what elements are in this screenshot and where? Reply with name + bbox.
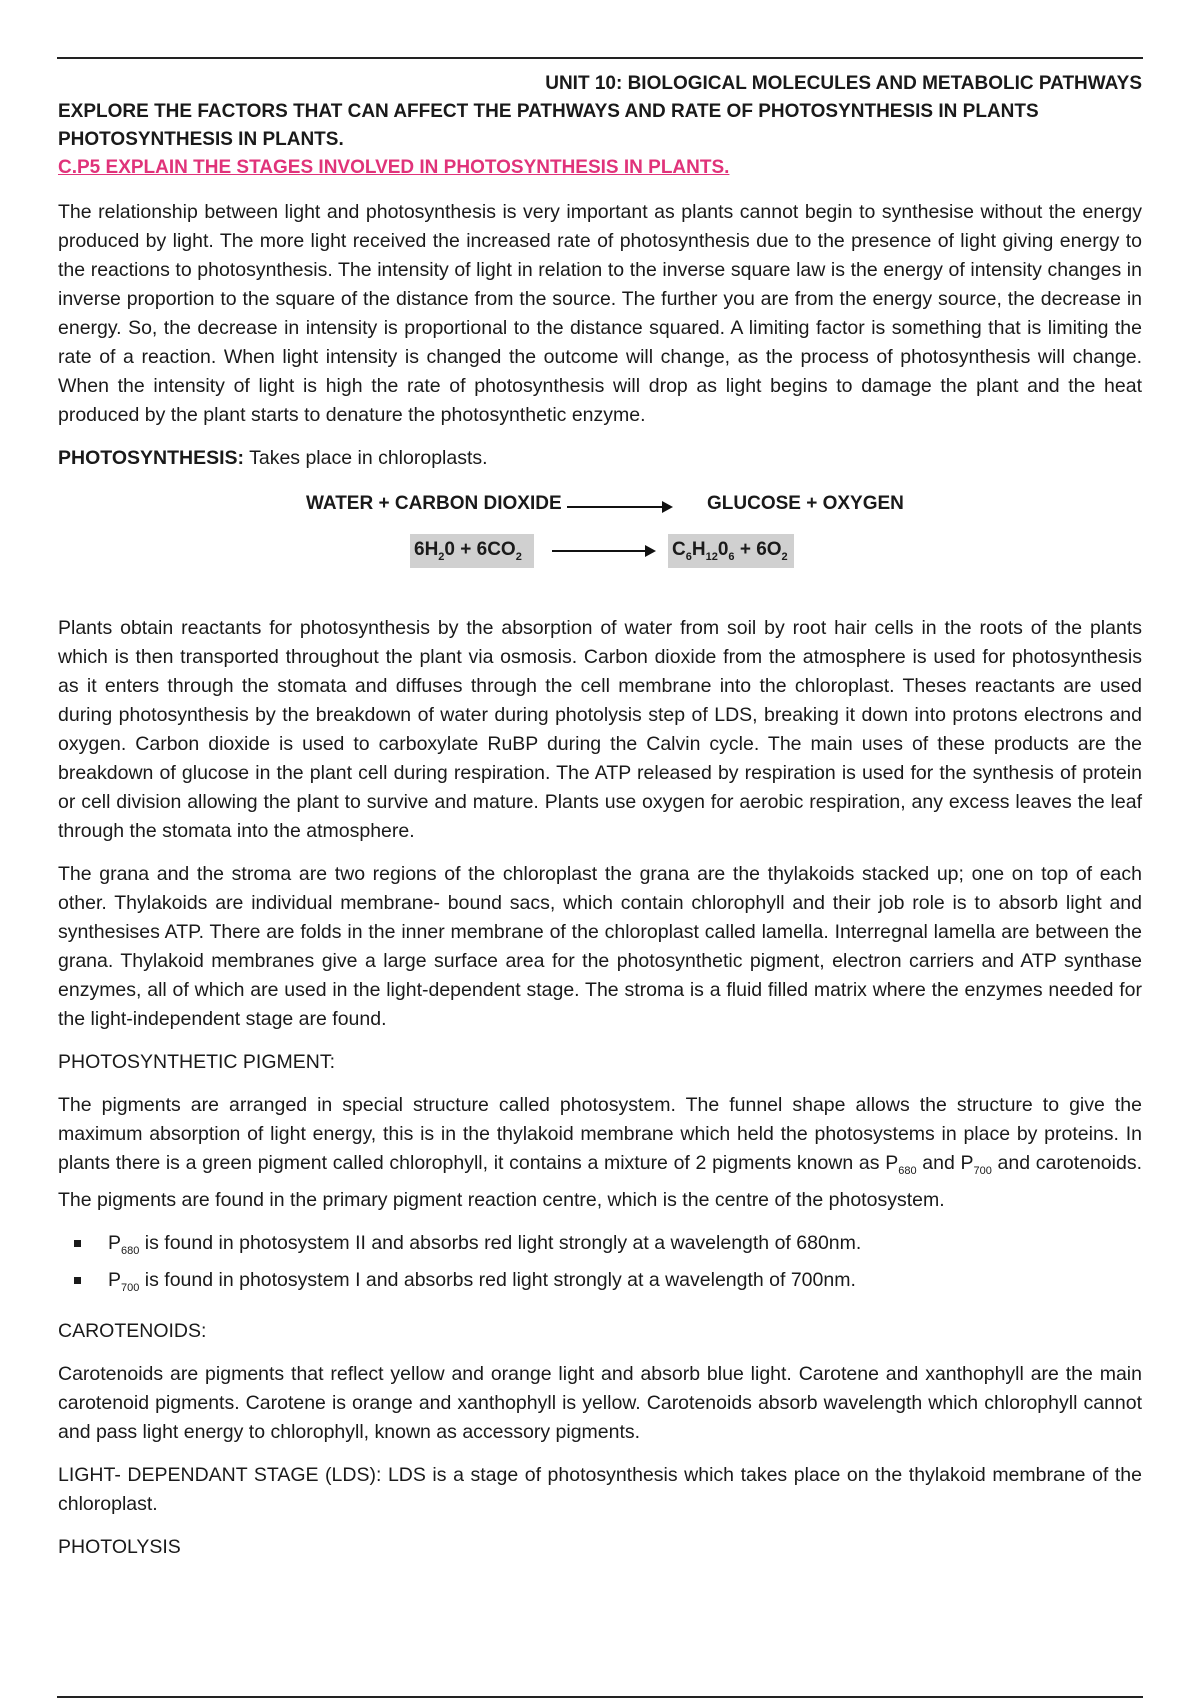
photosynthesis-definition bbox=[58, 444, 1142, 473]
formula-equation bbox=[58, 530, 1142, 576]
word-equation-products: GLUCOSE + OXYGEN bbox=[707, 493, 904, 514]
bottom-rule bbox=[57, 1696, 1143, 1698]
photosynthesis-label: PHOTOSYNTHESIS: bbox=[58, 447, 245, 469]
paragraph-reactants: Plants obtain reactants for photosynthesis by the absorption of water from soil by root hair cells in the roots of the plants which is then transported throughout the plant via osmosis. Carbon dioxide from the atmosphere is used for photosynthesis as it enters through the stomata and diffuses through the cell membrane into the chloroplast. Theses reactants are used during photosynthesis by the breakdown of water during photolysis step of LDS, breaking it down into protons electrons and oxygen. Carbon dioxide is used to carboxylate RuBP during the Calvin cycle. The main uses of these products are the breakdown of glucose in the plant cell during respiration. The ATP released by respiration is used for the synthesis of protein or cell division allowing the plant to survive and mature. Plants use oxygen for aerobic respiration, any excess leaves the leaf through the stomata into the atmosphere. bbox=[58, 617, 1142, 842]
pigment-heading: PHOTOSYNTHETIC PIGMENT: bbox=[58, 1051, 335, 1073]
paragraph-carotenoids: Carotenoids are pigments that reflect yellow and orange light and absorb blue light. Carotene and xanthophyll are the main carotenoid pigments. Carotene is orange and xanthophyll is yellow. Carotenoids absorb wavelength which chlorophyll cannot and pass light energy to chlorophyll, known as accessory pigments. bbox=[58, 1362, 1142, 1443]
photosynthesis-text: Takes place in chloroplasts. bbox=[249, 447, 488, 469]
list-item: $P_{700}$ is found in photosystem I and absorbs red light strongly at a wavelength of 700nm. bbox=[58, 1266, 1142, 1303]
subheading: PHOTOSYNTHESIS IN PLANTS. bbox=[58, 129, 344, 150]
carotenoids-heading: CAROTENOIDS: bbox=[58, 1319, 207, 1342]
criteria-heading: C.P5 EXPLAIN THE STAGES INVOLVED IN PHOTOSYNTHESIS IN PLANTS. bbox=[58, 157, 730, 178]
pigment-list bbox=[58, 1229, 1142, 1303]
paragraph-chloroplast: The grana and the stroma are two regions of the chloroplast the grana are the thylakoids stacked up; one on top of each other. Thylakoids are individual membrane- bound sacs, which contain chlorophyll and their job role is to absorb light and synthesises ATP. There are folds in the inner membrane of the chloroplast called lamella. Interregnal lamella are between the grana. Thylakoid membranes give a large surface area for the photosynthetic pigment, electron carriers and ATP synthase enzymes, all of which are used in the light-dependent stage. The stroma is a fluid filled matrix where the enzymes needed for the light-independent stage are found. bbox=[58, 863, 1142, 1030]
word-equation bbox=[58, 484, 1142, 530]
paragraph-light-intensity: The relationship between light and photosynthesis is very important as plants cannot begin to synthesise without the energy produced by light. The more light received the increased rate of photosynthesis due to the presence of light giving energy to the reactions to photosynthesis. The intensity of light in relation to the inverse square law is the energy of intensity changes in inverse proportion to the square of the distance from the source. The further you are from the energy source, the decrease in energy. So, the decrease in intensity is proportional to the distance squared. A limiting factor is something that is limiting the rate of a reaction. When light intensity is changed the outcome will change, as the process of photosynthesis will change. When the intensity of light is high the rate of photosynthesis will drop as light begins to damage the plant and the heat produced by the plant starts to denature the photosynthetic enzyme. bbox=[58, 201, 1142, 426]
arrow-icon bbox=[567, 506, 671, 508]
document-content bbox=[58, 70, 1142, 1562]
formula-products: $C_6H_{12}0_6 + 6O_2$ bbox=[672, 539, 788, 563]
explore-heading: EXPLORE THE FACTORS THAT CAN AFFECT THE PATHWAYS AND RATE OF PHOTOSYNTHESIS IN PLANTS bbox=[58, 101, 1039, 122]
photolysis-heading: PHOTOLYSIS bbox=[58, 1535, 181, 1558]
unit-title: UNIT 10: BIOLOGICAL MOLECULES AND METABOLIC PATHWAYS bbox=[545, 73, 1142, 94]
top-rule bbox=[57, 57, 1143, 59]
paragraph-pigments: The pigments are arranged in special structure called photosystem. The funnel shape allows the structure to give the maximum absorption of light energy, this is in the thylakoid membrane which held the photosystems in place by proteins. In plants there is a green pigment called chlorophyll, it contains a mixture of 2 pigments known as $P_{680}$ and $P_{700}$ and carotenoids. The pigments are found in the primary pigment reaction centre, which is the centre of the photosystem. bbox=[58, 1094, 1142, 1211]
word-equation-reactants: WATER + CARBON DIOXIDE bbox=[306, 493, 562, 514]
list-item: $P_{680}$ is found in photosystem II and absorbs red light strongly at a wavelength of 680nm. bbox=[58, 1229, 1142, 1266]
paragraph-lds: LIGHT- DEPENDANT STAGE (LDS): LDS is a stage of photosynthesis which takes place on the thylakoid membrane of the chloroplast. bbox=[58, 1463, 1142, 1515]
arrow-icon bbox=[552, 550, 654, 552]
formula-reactants: $6H_20 + 6CO_2$ bbox=[414, 539, 522, 563]
